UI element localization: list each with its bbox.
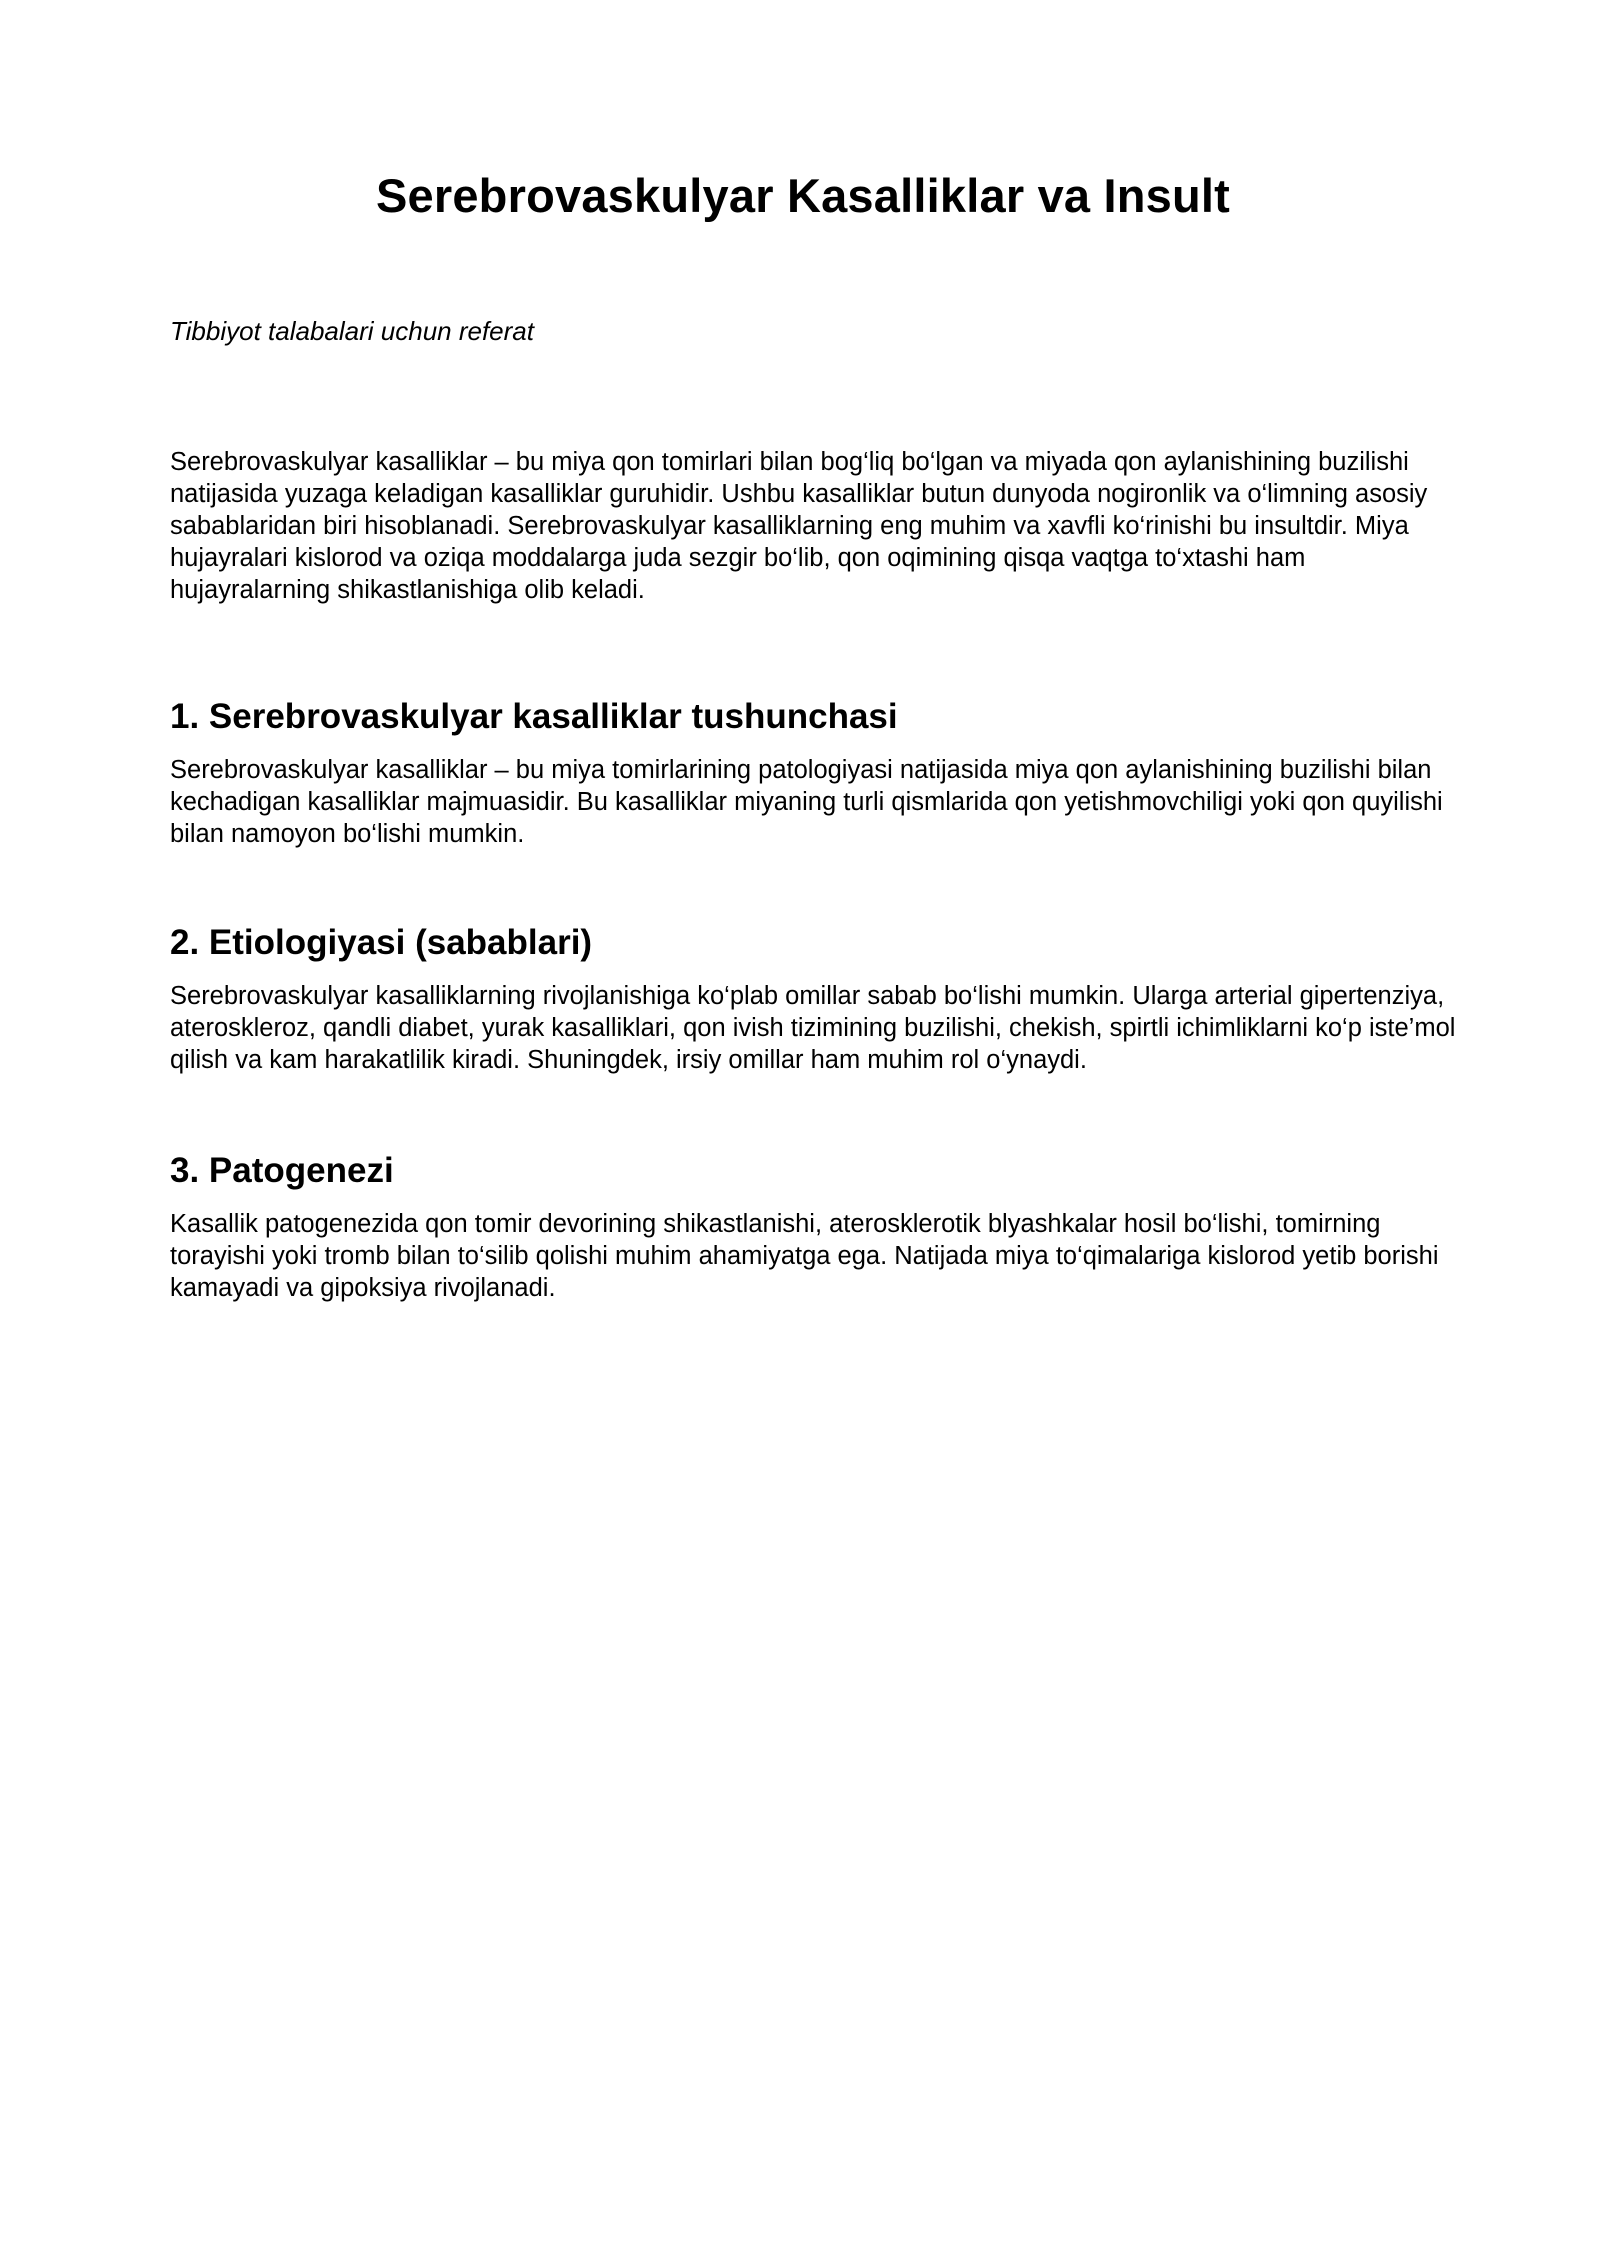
section-heading: 2. Etiologiyasi (sabablari) — [170, 923, 593, 962]
section-paragraph: Serebrovaskulyar kasalliklar – bu miya tomirlarining patologiyasi natijasida miya qon aylanishining buzilishi bilan kechadigan kasalliklar majmuasidir. Bu kasalliklar miyaning turli qismlarida qon yetishmovchiligi yoki qon quyilishi bilan namoyon bo‘lishi mumkin. — [170, 756, 1443, 848]
section-heading: 1. Serebrovaskulyar kasalliklar tushunchasi — [170, 697, 898, 736]
section-pathogenesis — [170, 1150, 1460, 1304]
section-paragraph: Kasallik patogenezida qon tomir devorining shikastlanishi, aterosklerotik blyashkalar hosil bo‘lishi, tomirning torayishi yoki tromb bilan to‘silib qolishi muhim ahamiyatga ega. Natijada miya to‘qimalariga kislorod yetib borishi kamayadi va gipoksiya rivojlanadi. — [170, 1210, 1439, 1302]
section-etiology — [170, 922, 1460, 1076]
section-concept — [170, 696, 1460, 850]
document-title: Serebrovaskulyar Kasalliklar va Insult — [375, 169, 1231, 222]
section-heading: 3. Patogenezi — [170, 1151, 394, 1190]
intro-paragraph: Serebrovaskulyar kasalliklar – bu miya qon tomirlari bilan bog‘liq bo‘lgan va miyada qon aylanishining buzilishi natijasida yuzaga keladigan kasalliklar guruhidir. Ushbu kasalliklar butun dunyoda nogironlik va o‘limning asosiy sabablaridan biri hisoblanadi. Serebrovaskulyar kasalliklarning eng muhim va xavfli ko‘rinishi bu insultdir. Miya hujayralari kislorod va oziqa moddalarga juda sezgir bo‘lib, qon oqimining qisqa vaqtga to‘xtashi ham hujayralarning shikastlanishiga olib keladi. — [170, 448, 1428, 604]
section-paragraph: Serebrovaskulyar kasalliklarning rivojlanishiga ko‘plab omillar sabab bo‘lishi mumkin. Ularga arterial gipertenziya, ateroskleroz, qandli diabet, yurak kasalliklari, qon ivish tizimining buzilishi, chekish, spirtli ichimliklarni ko‘p iste’mol qilish va kam harakatlilik kiradi. Shuningdek, irsiy omillar ham muhim rol o‘ynaydi. — [170, 982, 1456, 1074]
document-subtitle: Tibbiyot talabalari uchun referat — [170, 316, 534, 346]
